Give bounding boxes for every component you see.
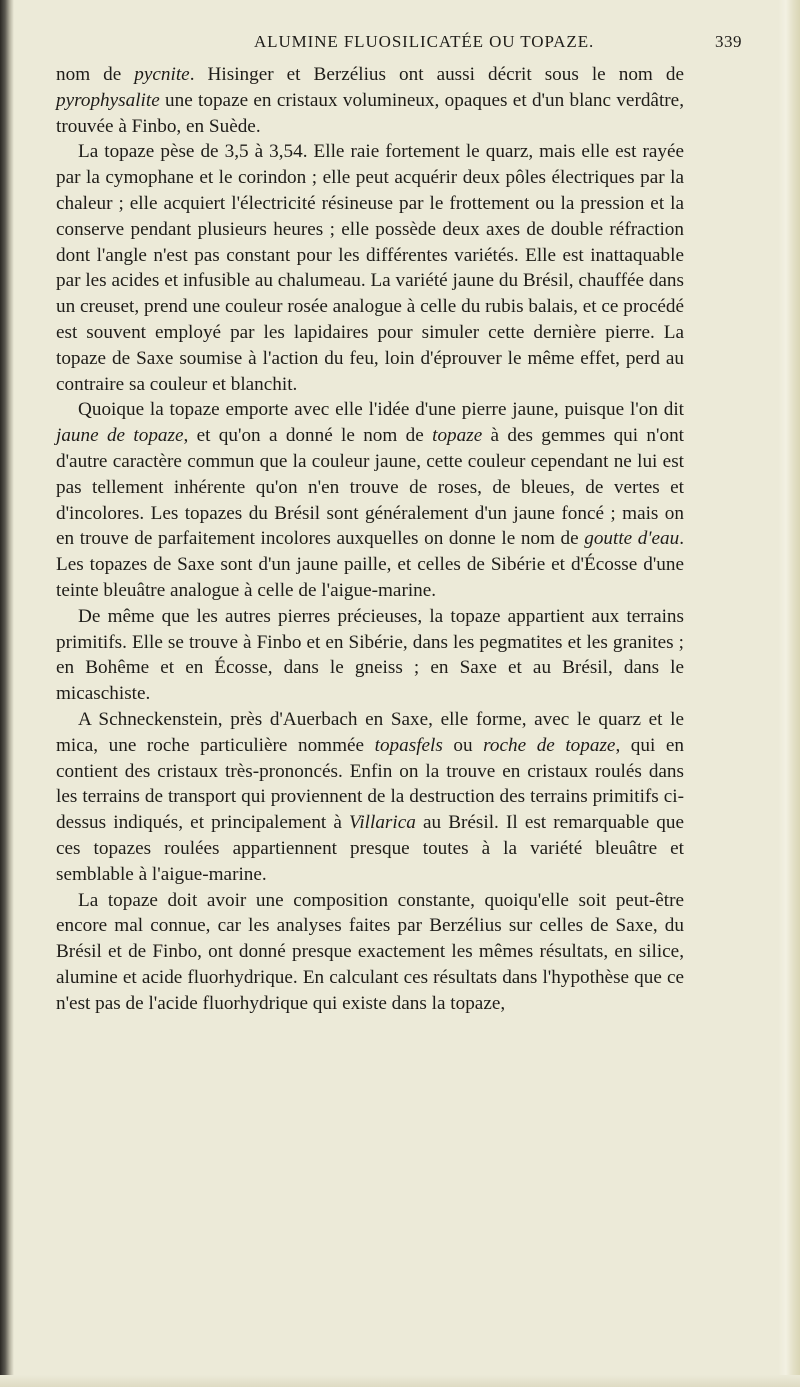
paragraph-3 bbox=[56, 397, 684, 603]
running-title: ALUMINE FLUOSILICATÉE OU TOPAZE. bbox=[254, 32, 595, 51]
paragraph-4 bbox=[56, 604, 684, 707]
italic-term: topasfels bbox=[374, 734, 443, 756]
text-run: . Les topazes de Saxe sont d'un jaune paille, et celles de Sibérie et d'Écosse d'une teinte bleuâtre analogue à celle de l'aigue-marine. bbox=[56, 528, 684, 601]
text-run: Quoique la topaze emporte avec elle l'idée d'une pierre jaune, puisque l'on dit bbox=[78, 399, 684, 421]
text-run: A Schneckenstein, près d'Auerbach en Saxe, elle forme, avec le quarz et le mica, une roche particulière nommée bbox=[56, 708, 684, 756]
text-run: nom de bbox=[56, 64, 135, 85]
paragraph-1 bbox=[56, 62, 684, 139]
italic-term: topaze bbox=[432, 425, 483, 447]
text-run: , et qu'on a donné le nom de bbox=[183, 425, 433, 447]
page-number: 339 bbox=[715, 32, 742, 51]
paragraph-5 bbox=[56, 707, 684, 888]
text-run: au Brésil. Il est remarquable que ces topazes roulées appartiennent presque toutes à la variété bleuâtre et semblable à l'aigue-marine. bbox=[56, 812, 684, 885]
page-gutter-shadow bbox=[0, 0, 14, 1387]
italic-term: Villarica bbox=[349, 812, 416, 834]
italic-term: jaune de topaze bbox=[56, 425, 184, 447]
text-run: une topaze en cristaux volumineux, opaques et d'un blanc verdâtre, trouvée à Finbo, en Suède. bbox=[56, 89, 684, 137]
text-run: , qui en contient des cristaux très-prononcés. Enfin on la trouve en cristaux roulés dans les terrains de transport qui proviennent de la destruction des terrains primitifs ci-dessus indiqués, et principalement à bbox=[56, 734, 684, 834]
book-page bbox=[56, 28, 772, 1016]
text-run: ou bbox=[442, 734, 484, 756]
italic-term: pycnite bbox=[134, 64, 190, 85]
italic-term: roche de topaze bbox=[483, 734, 616, 756]
text-run: La topaze doit avoir une composition constante, quoiqu'elle soit peut-être encore mal connue, car les analyses faites par Berzélius sur celles de Saxe, du Brésil et de Finbo, ont donné presque exactement les mêmes résultats, en silice, alumine et acide fluorhydrique. En calculant ces résultats dans l'hypothèse que ce n'est pas de l'acide fluorhydrique qui existe dans la topaze, bbox=[56, 889, 684, 1014]
paragraph-2 bbox=[56, 139, 684, 397]
text-run: De même que les autres pierres précieuses, la topaze appartient aux terrains primitifs. Elle se trouve à Finbo et en Sibérie, dans les pegmatites et les granites ; en Bohême et en Écosse, dans le gneiss ; en Saxe et au Brésil, dans le micaschiste. bbox=[56, 605, 684, 705]
page-edge bbox=[778, 0, 800, 1387]
italic-term: goutte d'eau bbox=[584, 528, 680, 550]
italic-term: pyrophysalite bbox=[56, 89, 160, 111]
page-bottom-edge bbox=[0, 1375, 800, 1387]
paragraph-6 bbox=[56, 888, 684, 1017]
text-run: La topaze pèse de 3,5 à 3,54. Elle raie fortement le quarz, mais elle est rayée par la cymophane et le corindon ; elle peut acquérir deux pôles électriques par la chaleur ; elle acquiert l'électricité résineuse par le frottement ou la pression et la conserve pendant plusieurs heures ; elle possède deux axes de double réfraction dont l'angle n'est pas constant pour les différentes variétés. Elle est inattaquable par les acides et infusible au chalumeau. La variété jaune du Brésil, chauffée dans un creuset, prend une couleur rosée analogue à celle du rubis balais, et ce procédé est souvent employé par les lapidaires pour simuler cette dernière pierre. La topaze de Saxe soumise à l'action du feu, loin d'éprouver le même effet, perd au contraire sa couleur et blanchit. bbox=[56, 141, 684, 395]
body-text bbox=[56, 62, 684, 1016]
page-header bbox=[56, 28, 772, 62]
text-run: . Hisinger et Berzélius ont aussi décrit sous le nom de bbox=[189, 64, 684, 85]
text-run: à des gemmes qui n'ont d'autre caractère commun que la couleur jaune, cette couleur cependant ne lui est pas tellement inhérente qu'on n'en trouve de roses, de bleues, de vertes et d'incolores. Les topazes du Brésil sont généralement d'un jaune foncé ; mais on en trouve de parfaitement incolores auxquelles on donne le nom de bbox=[56, 425, 684, 550]
